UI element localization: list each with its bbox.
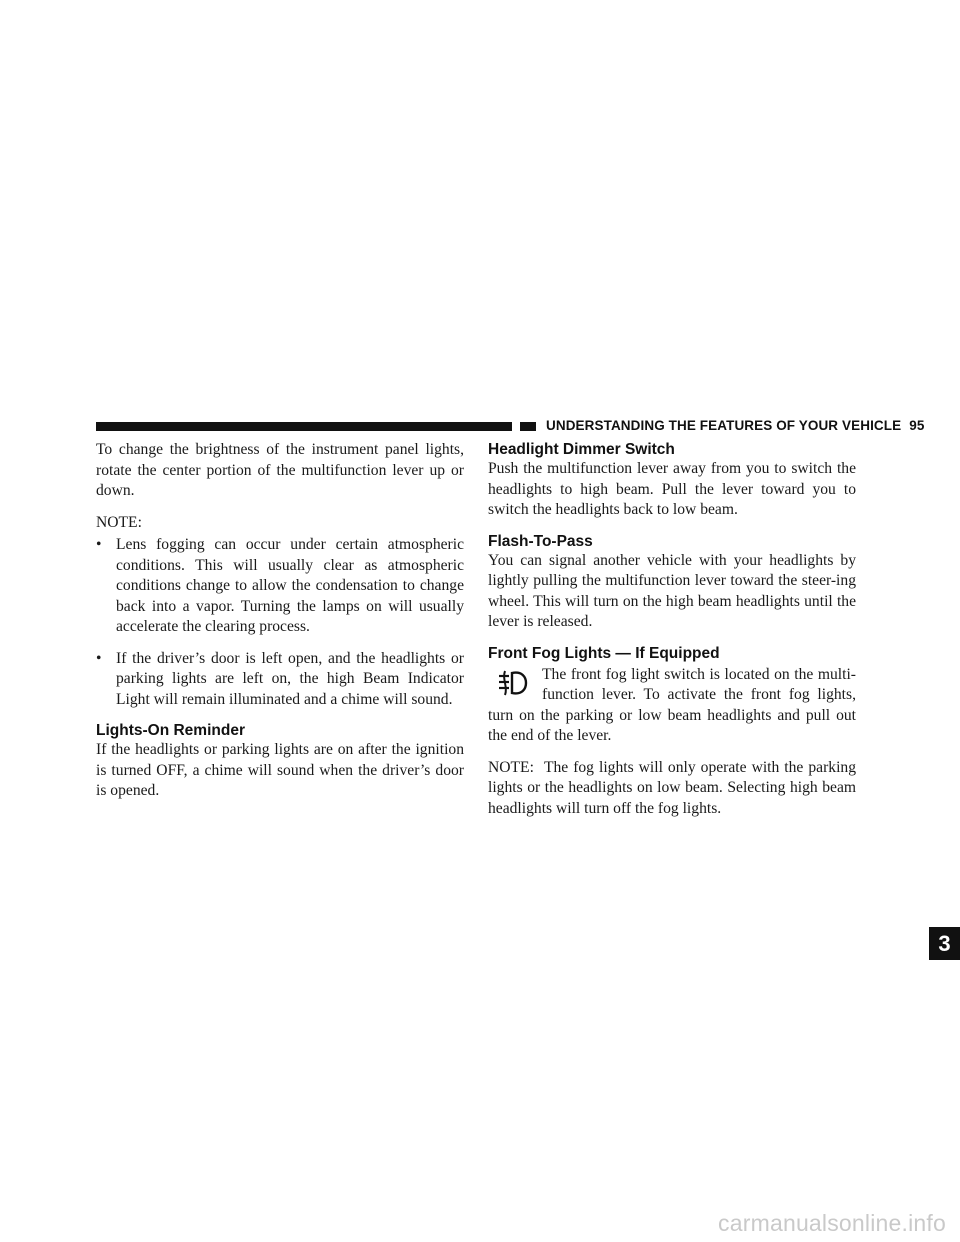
headlight-dimmer-paragraph: Push the multifunction lever away from you to switch the headlights to high beam. Pull the lever toward you to switch the headlights back to low beam. bbox=[488, 460, 856, 518]
page-number: 95 bbox=[909, 418, 925, 433]
list-item bbox=[96, 535, 464, 638]
right-column bbox=[488, 440, 856, 819]
flash-to-pass-heading: Flash-To-Pass bbox=[488, 532, 593, 550]
chapter-tab: 3 bbox=[929, 927, 960, 960]
lights-on-reminder-paragraph: If the headlights or parking lights are on after the ignition is turned OFF, a chime will sound when the driver’s door is opened. bbox=[96, 741, 464, 799]
bullet-text-door-open: If the driver’s door is left open, and the headlights or parking lights are left on, the high Beam Indicator Light will remain illuminated and a chime will sound. bbox=[116, 649, 464, 708]
front-fog-lights-heading: Front Fog Lights — If Equipped bbox=[488, 644, 720, 662]
running-header bbox=[546, 418, 924, 433]
lights-on-reminder-heading: Lights-On Reminder bbox=[96, 722, 245, 739]
fog-lights-block bbox=[488, 665, 856, 747]
front-fog-lights-paragraph: The front fog light switch is located on the multi-function lever. To activate the front fog lights, turn on the parking or low beam headlights and pull out the end of the lever. bbox=[488, 665, 856, 744]
list-item bbox=[96, 649, 464, 711]
section-title: UNDERSTANDING THE FEATURES OF YOUR VEHICLE bbox=[546, 418, 902, 433]
note-label: NOTE: bbox=[96, 513, 142, 531]
bullet-glyph: • bbox=[96, 649, 102, 667]
fog-note-paragraph bbox=[488, 758, 856, 820]
note-bullet-list bbox=[96, 535, 464, 710]
header-rule-short bbox=[520, 422, 536, 431]
header-rule bbox=[96, 422, 512, 431]
instrument-brightness-paragraph: To change the brightness of the instrument panel lights, rotate the center portion of the multifunction lever up or down. bbox=[96, 441, 464, 499]
bullet-glyph: • bbox=[96, 536, 102, 553]
front-fog-light-icon bbox=[496, 667, 530, 699]
fog-note-text: The fog lights will only operate with the parking lights or the headlights on low beam. Selecting high beam headlights will turn off the fog lights. bbox=[488, 758, 856, 817]
left-column bbox=[96, 440, 464, 802]
watermark: carmanualsonline.info bbox=[718, 1210, 946, 1236]
flash-to-pass-paragraph: You can signal another vehicle with your headlights by lightly pulling the multifunction lever toward the steer-ing wheel. This will turn on the high beam headlights until the lever is released. bbox=[488, 551, 856, 630]
bullet-text-lens-fogging: Lens fogging can occur under certain atmospheric conditions. This will usually clear as atmospheric conditions change to allow the condensation to change back into a vapor. Turning the lamps on will usually accelerate the clearing process. bbox=[116, 536, 464, 635]
fog-note-label: NOTE: bbox=[488, 758, 534, 776]
headlight-dimmer-heading: Headlight Dimmer Switch bbox=[488, 441, 675, 458]
